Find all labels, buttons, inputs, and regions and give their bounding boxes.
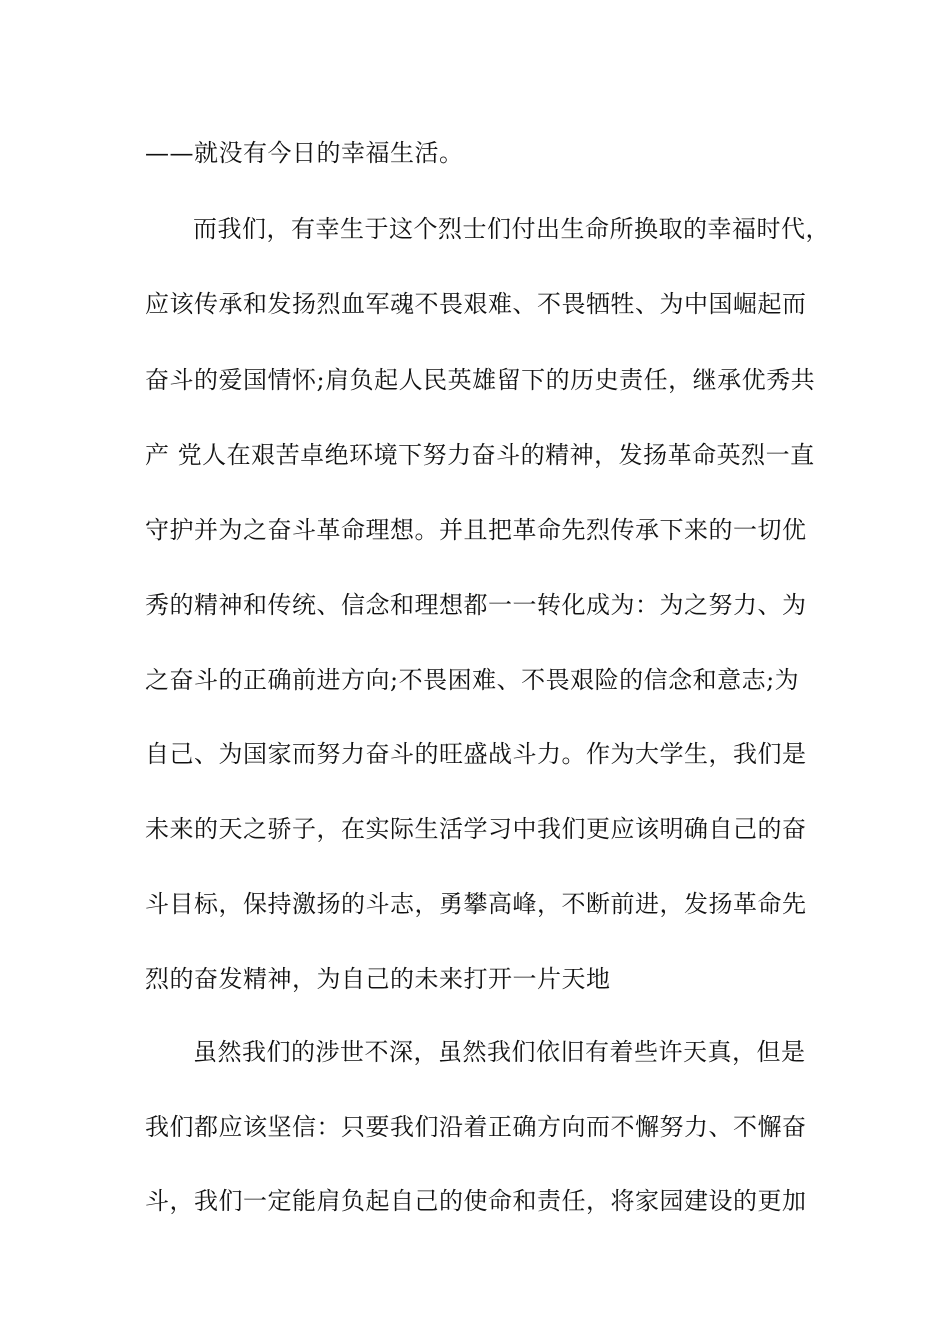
text-line-5: 产 党人在艰苦卓绝环境下努力奋斗的精神，发扬革命英烈一直	[145, 441, 815, 469]
paragraph-start-line: 虽然我们的涉世不深，虽然我们依旧有着些许天真，但是	[193, 1038, 806, 1066]
text-line-15: 斗，我们一定能肩负起自己的使命和责任，将家园建设的更加	[145, 1187, 807, 1215]
text-line-10: 未来的天之骄子，在实际生活学习中我们更应该明确自己的奋	[145, 815, 807, 843]
paragraph-start-line: 而我们，有幸生于这个烈士们付出生命所换取的幸福时代，	[193, 215, 830, 243]
text-line-1: ——就没有今日的幸福生活。	[145, 139, 464, 167]
text-line-14: 我们都应该坚信：只要我们沿着正确方向而不懈努力、不懈奋	[145, 1113, 807, 1141]
text-line-4: 奋斗的爱国情怀;肩负起人民英雄留下的历史责任，继承优秀共	[145, 366, 816, 394]
text-line-3: 应该传承和发扬烈血军魂不畏艰难、不畏牺牲、为中国崛起而	[145, 290, 807, 318]
text-line-9: 自己、为国家而努力奋斗的旺盛战斗力。作为大学生，我们是	[145, 740, 807, 768]
text-line-12: 烈的奋发精神，为自己的未来打开一片天地	[145, 965, 611, 993]
text-line-6: 守护并为之奋斗革命理想。并且把革命先烈传承下来的一切优	[145, 516, 807, 544]
text-line-8: 之奋斗的正确前进方向;不畏困难、不畏艰险的信念和意志;为	[145, 666, 800, 694]
text-line-11: 斗目标，保持激扬的斗志，勇攀高峰，不断前进，发扬革命先	[145, 890, 807, 918]
text-line-7: 秀的精神和传统、信念和理想都一一转化成为：为之努力、为	[145, 591, 807, 619]
